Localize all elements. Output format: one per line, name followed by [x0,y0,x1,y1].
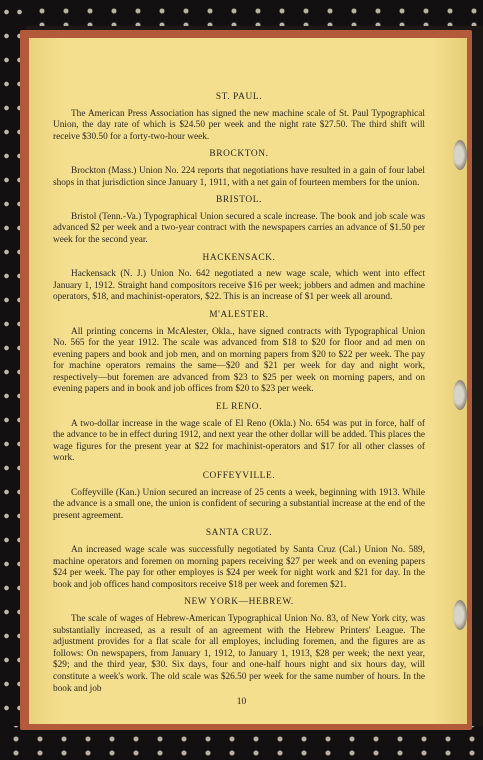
section-santa-cruz [53,528,425,591]
section-coffeyville [53,471,425,522]
section-paragraph: All printing concerns in McAlester, Okla., have signed contracts with Typographical Union No. 565 for the year 1912. The scale was advanced from $18 to $20 for floor and ad men on evening papers and book and job men, and on morning papers from $20 to $22 per week. The pay for machine operators remains the same—$20 and $21 per week for day and night work, respectively—but foremen are advanced from $23 to $25 per week on morning papers, and on evening papers and in book and job offices from $20 to $23 per week. [53,326,425,395]
binding-bottom [0,726,483,760]
section-paragraph: Coffeyville (Kan.) Union secured an increase of 25 cents a week, beginning with 1913. While the advance is a small one, the union is confident of securing a substantial increase at the end of the present agreement. [53,487,425,521]
section-heading: NEW YORK—HEBREW. [184,597,294,608]
section-el-reno [53,402,425,465]
section-heading: BRISTOL. [215,195,263,206]
section-heading: M'ALESTER. [209,309,269,320]
binding-top [0,0,483,26]
section-mcalester [53,310,425,396]
section-paragraph: The scale of wages of Hebrew-American Typographical Union No. 83, of New York city, was substantially increased, as a result of an agreement with the Hebrew Printers' League. The adjustment provides for a flat scale for all employes, including foremen, and the figures are as follows: On newspapers, from January 1, 1912, to January 1, 1913, $28 per week; the next year, $29; and the third year, $30. Six days, four and one-half hours night and six hours day, will constitute a week's work. The old scale was $26.50 per week for the same number of hours. In the book and job [53,613,425,694]
section-heading: COFFEYVILLE. [202,471,276,482]
page-number: 10 [236,697,247,707]
section-paragraph: A two-dollar increase in the wage scale of El Reno (Okla.) No. 654 was put in force, half of the advance to be in effect during 1912, and next year the other dollar will be added. This places the wage figures for the present year at $22 for machinist-operators and $17 for all other classes of work. [53,418,425,464]
section-heading: SANTA CRUZ. [205,528,273,539]
section-paragraph: An increased wage scale was successfully negotiated by Santa Cruz (Cal.) Union No. 589, machine operators and foremen on morning papers receiving $27 per week and on evening papers $24 per week. The pay for other employes is $24 per week for night work and $21 for day. In the book and job offices hand compositors receive $18 per week and foremen $21. [53,545,425,590]
punch-hole [453,140,467,170]
section-brockton [53,149,425,189]
punch-hole [453,380,467,410]
section-paragraph: The American Press Association has signed the new machine scale of St. Paul Typographical Union, the day rate of which is $24.50 per week and the night rate $27.50. The third shift will receive $30.50 for a forty-two-hour week. [53,108,425,142]
section-bristol [53,195,425,246]
page-content [53,92,425,701]
section-paragraph: Brockton (Mass.) Union No. 224 reports that negotiations have resulted in a gain of four label shops in that jurisdiction since January 1, 1911, with a net gain of fourteen members for the union. [53,165,425,188]
section-heading: BROCKTON. [209,149,269,160]
section-paragraph: Bristol (Tenn.-Va.) Typographical Union secured a scale increase. The book and job scale was advanced $2 per week and a two-year contract with the newspapers carries an advance of $1.50 per week for the second year. [53,211,425,245]
section-heading: ST. PAUL. [215,92,263,102]
section-st-paul [53,92,425,143]
section-new-york-hebrew [53,597,425,695]
section-heading: HACKENSACK. [202,252,276,263]
section-hackensack [53,253,425,304]
section-heading: EL RENO. [215,402,263,413]
punch-hole [453,600,467,630]
section-paragraph: Hackensack (N. J.) Union No. 642 negotiated a new wage scale, which went into effect January 1, 1912. Straight hand compositors receive $16 per week; jobbers and admen and machine operators, $18, and machinist-operators, $22. This is an increase of $1 per week all around. [53,269,425,303]
